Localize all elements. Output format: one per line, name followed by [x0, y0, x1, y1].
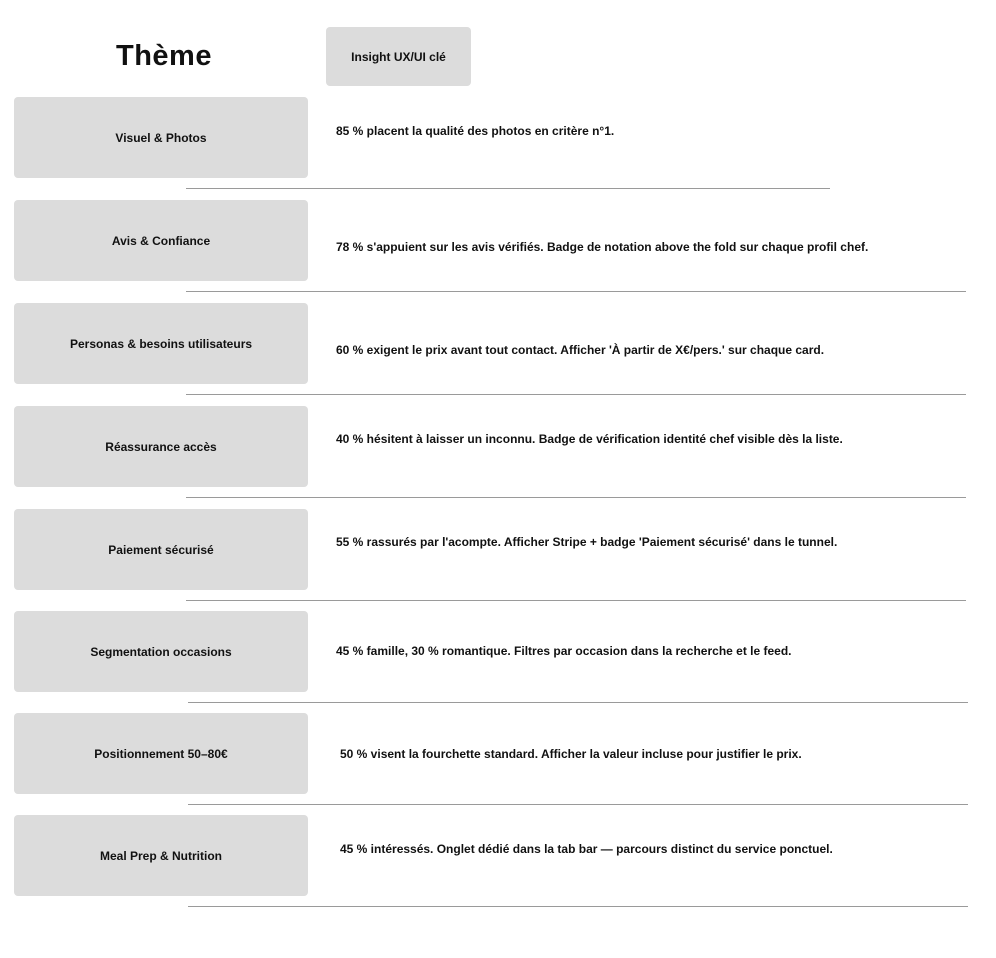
row-divider — [188, 702, 968, 703]
row-divider — [188, 804, 968, 805]
theme-cell-visuel-photos: Visuel & Photos — [14, 97, 308, 178]
row-divider — [186, 291, 966, 292]
row-divider — [186, 394, 966, 395]
row-divider — [186, 188, 830, 189]
insight-text-meal-prep: 45 % intéressés. Onglet dédié dans la tab bar — parcours distinct du service ponctuel. — [340, 842, 833, 856]
insight-text-paiement: 55 % rassurés par l'acompte. Afficher Stripe + badge 'Paiement sécurisé' dans le tunnel. — [336, 535, 838, 549]
theme-cell-avis-confiance: Avis & Confiance — [14, 200, 308, 281]
insight-text-positionnement: 50 % visent la fourchette standard. Afficher la valeur incluse pour justifier le prix. — [340, 747, 802, 761]
theme-cell-personas: Personas & besoins utilisateurs — [14, 303, 308, 384]
row-divider — [188, 906, 968, 907]
insight-text-personas: 60 % exigent le prix avant tout contact. Afficher 'À partir de X€/pers.' sur chaque card. — [336, 343, 825, 357]
insight-text-reassurance: 40 % hésitent à laisser un inconnu. Badge de vérification identité chef visible dès la liste. — [336, 432, 843, 446]
row-divider — [186, 600, 966, 601]
theme-cell-reassurance: Réassurance accès — [14, 406, 308, 487]
insight-text-visuel-photos: 85 % placent la qualité des photos en critère n°1. — [336, 124, 615, 138]
row-divider — [186, 497, 966, 498]
insight-column-header: Insight UX/UI clé — [326, 27, 471, 86]
insight-text-avis-confiance: 78 % s'appuient sur les avis vérifiés. Badge de notation above the fold sur chaque profil chef. — [336, 240, 869, 254]
insight-text-segmentation: 45 % famille, 30 % romantique. Filtres par occasion dans la recherche et le feed. — [336, 644, 792, 658]
theme-cell-paiement: Paiement sécurisé — [14, 509, 308, 590]
theme-column-title: Thème — [116, 40, 212, 72]
theme-cell-meal-prep: Meal Prep & Nutrition — [14, 815, 308, 896]
theme-cell-segmentation: Segmentation occasions — [14, 611, 308, 692]
theme-cell-positionnement: Positionnement 50–80€ — [14, 713, 308, 794]
